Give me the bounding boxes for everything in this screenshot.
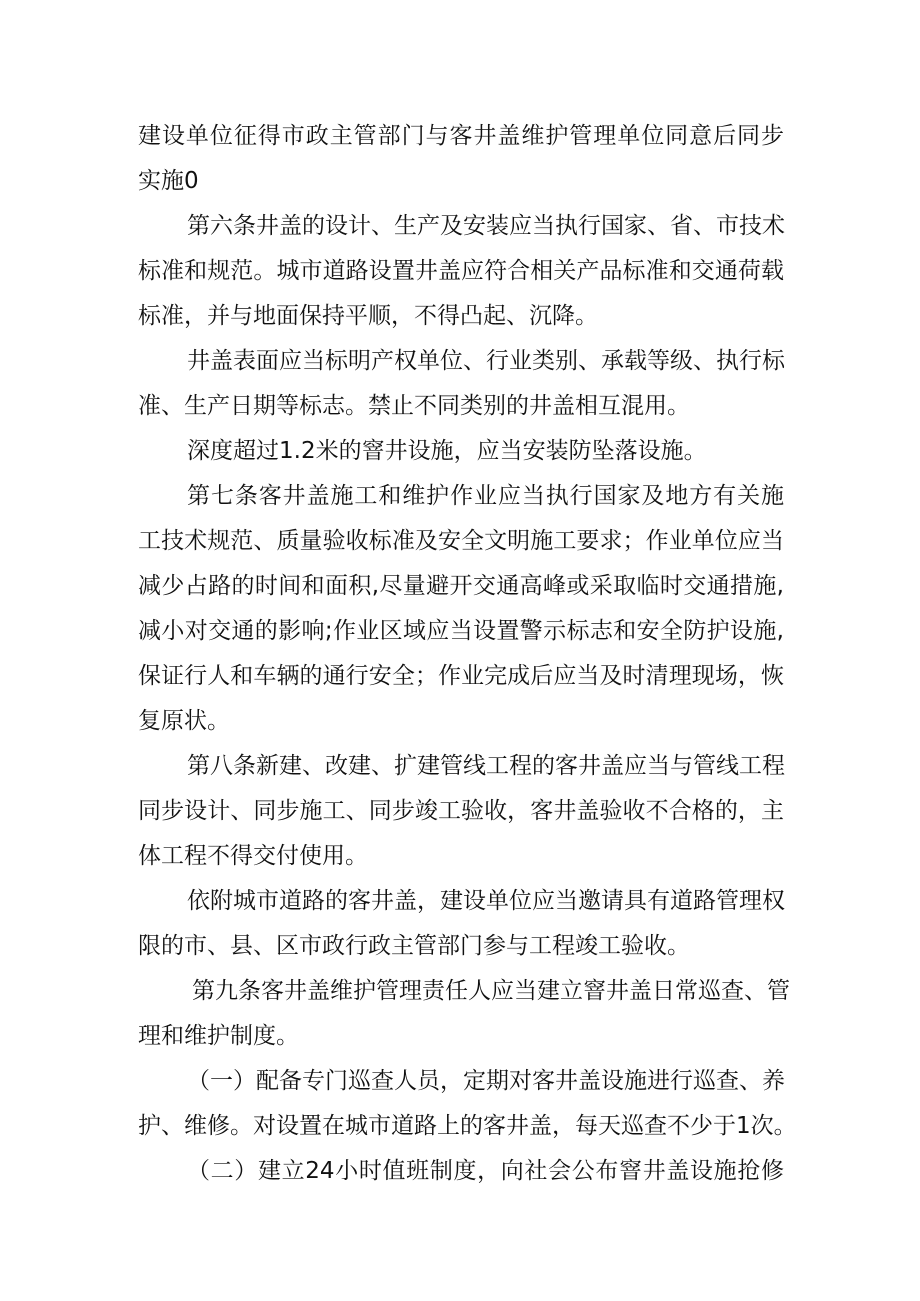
text-line: 理和维护制度。 [138, 1023, 299, 1049]
text-line: 保证行人和车辆的通行安全；作业完成后应当及时清理现场，恢 [138, 663, 784, 689]
text-line: （二）建立24小时值班制度，向社会公布窨井盖设施抢修 [187, 1158, 784, 1184]
text-line: 深度超过1.2米的窨井设施，应当安装防坠落设施。 [187, 438, 707, 464]
text-line: 第六条井盖的设计、生产及安装应当执行国家、省、市技术 [187, 213, 785, 239]
text-line: 准、生产日期等标志。禁止不同类别的井盖相互混用。 [138, 393, 690, 419]
text-line: 减小对交通的影响;作业区域应当设置警示标志和安全防护设施, [138, 618, 784, 644]
text-line: 标准和规范。城市道路设置井盖应符合相关产品标准和交通荷载 [138, 258, 784, 284]
text-line: 同步设计、同步施工、同步竣工验收，客井盖验收不合格的，主 [138, 798, 784, 824]
text-line: 第九条客井盖维护管理责任人应当建立窨井盖日常巡查、管 [192, 978, 790, 1004]
text-line: 实施0 [138, 168, 199, 194]
text-line: 限的市、县、区市政行政主管部门参与工程竣工验收。 [138, 933, 690, 959]
text-line: 第八条新建、改建、扩建管线工程的客井盖应当与管线工程 [187, 753, 785, 779]
text-line: 复原状。 [138, 708, 230, 734]
text-line: 依附城市道路的客井盖，建设单位应当邀请具有道路管理权 [187, 888, 785, 914]
text-line: 井盖表面应当标明产权单位、行业类别、承载等级、执行标 [187, 348, 785, 374]
text-line: 工技术规范、质量验收标准及安全文明施工要求；作业单位应当 [138, 528, 784, 554]
text-line: 第七条客井盖施工和维护作业应当执行国家及地方有关施 [187, 483, 784, 509]
text-line: 减少占路的时间和面积,尽量避开交通高峰或采取临时交通措施, [138, 573, 784, 599]
text-line: 建设单位征得市政主管部门与客井盖维护管理单位同意后同步 [138, 123, 784, 149]
text-line: 护、维修。对设置在城市道路上的客井盖，每天巡查不少于1次。 [138, 1113, 797, 1139]
text-line: （一）配备专门巡查人员，定期对客井盖设施进行巡查、养 [187, 1068, 785, 1094]
text-line: 体工程不得交付使用。 [138, 843, 368, 869]
text-line: 标准，并与地面保持平顺，不得凸起、沉降。 [138, 303, 598, 329]
